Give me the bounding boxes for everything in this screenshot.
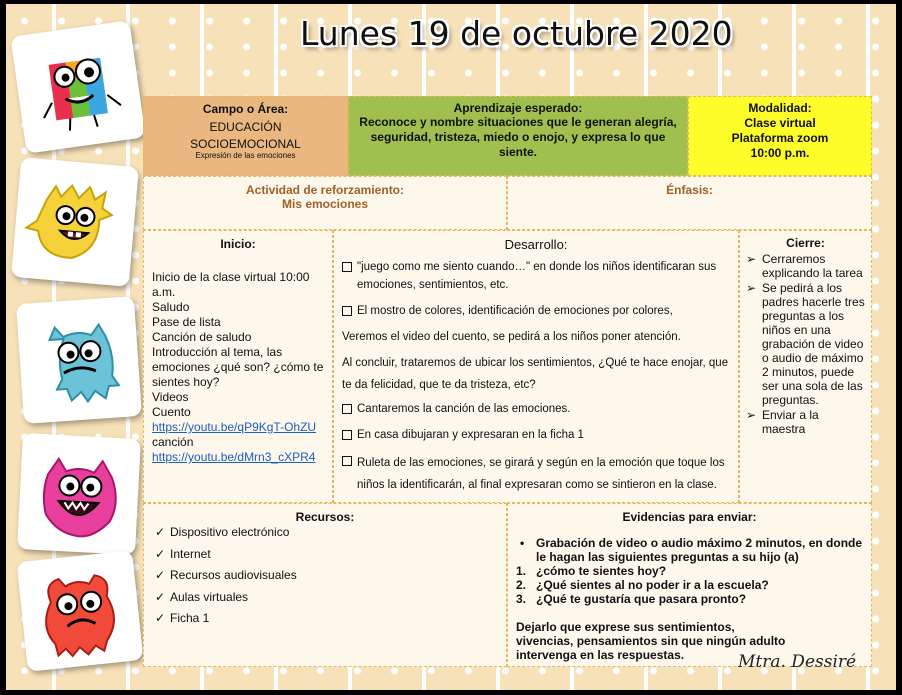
blue-monster-icon [26,307,133,414]
aprendizaje-cell [348,96,688,176]
evidencias-bullet: • Grabación de video o audio máximo 2 minutos, en donde le hagan las siguientes preguntas a su hijo (a) [520,536,863,564]
modalidad-line1: Clase virtual [744,116,816,130]
arrow-bullet-icon: ➢ [746,408,757,422]
inicio-line: Canción de saludo [152,330,252,344]
monster-card-1 [10,20,145,154]
checkmark-icon: ✓ [155,546,166,561]
page-title: Lunes 19 de octubre 2020 [300,14,733,53]
desarrollo-paragraph: Al concluir, trataremos de ubicar los sentimientos, ¿Qué te hace enojar, que te da felicidad, que te da tristeza, etc? [342,357,729,391]
enfasis-heading: Énfasis: [666,183,713,197]
inicio-line: Cuento [152,405,191,419]
campo-area-line2: SOCIOEMOCIONAL [190,137,301,151]
inicio-line: Inicio de la clase virtual 10:00 a.m. [152,270,310,299]
checkbox-icon [342,262,352,272]
cuento-link[interactable]: https://youtu.be/qP9KgT-OhZU [152,420,317,434]
evidencias-cell [507,503,872,667]
actividad-heading: Actividad de reforzamiento: [245,183,405,197]
enfasis-cell [507,176,872,230]
monster-card-4 [17,433,141,555]
actividad-cell [143,176,507,230]
inicio-line: Videos [152,390,189,404]
campo-cell [143,96,348,176]
recursos-item: ✓ Internet [155,546,211,561]
cancion-label: canción [152,435,194,449]
cierre-heading: Cierre: [786,236,825,250]
checkmark-icon: ✓ [155,611,166,625]
desarrollo-cell [333,230,739,503]
evidencias-question: 2. ¿Qué sientes al no poder ir a la escuela? [516,578,769,592]
aprendizaje-heading: Aprendizaje esperado: [453,101,583,115]
arrow-bullet-icon: ➢ [746,281,757,295]
evidencias-question: 1. ¿cómo te sientes hoy? [516,564,667,578]
campo-heading: Campo o Área: [202,102,289,116]
arrow-bullet-icon: ➢ [746,252,757,266]
desarrollo-item: Ruleta de las emociones, se girará y según en la emoción que toque los niños la identificarán, al final expresaran como se sintieron en la clase. [342,452,730,496]
recursos-item: ✓ Dispositivo electrónico [155,525,290,539]
desarrollo-paragraph: Veremos el video del cuento, se pedirá a los niños poner atención. [342,331,681,343]
checkbox-icon [342,430,352,440]
actividad-value: Mis emociones [281,197,369,211]
cierre-cell [739,230,872,503]
checkbox-icon [342,456,352,466]
inicio-line: Introducción al tema, las emociones ¿qué son? ¿cómo te sientes hoy? [152,345,324,389]
monster-card-3 [16,296,142,424]
recursos-cell [143,503,507,667]
rainbow-monster-icon [24,33,132,141]
yellow-monster-icon [21,168,129,276]
monster-card-2 [11,157,139,287]
recursos-item: ✓ Ficha 1 [155,611,210,625]
desarrollo-item: En casa dibujaran y expresaran en la ficha 1 [342,426,730,444]
modalidad-cell [688,96,872,176]
cierre-item: ➢ Se pedirá a los padres hacerle tres preguntas a los niños en una grabación de video o audio de máximo 2 minutos, puede ser una sola de las preguntas. [746,281,865,407]
signature: Mtra. Dessiré [738,652,857,672]
evidencias-closing: Dejarlo que exprese sus sentimientos, vivencias, pensamientos sin que ningún adulto intervenga en las respuestas. [516,620,786,662]
recursos-item: ✓ Aulas virtuales [155,589,249,604]
checkmark-icon: ✓ [155,525,166,539]
red-monster-icon [27,560,132,662]
evidencias-question: 3. ¿Qué te gustaría que pasara pronto? [516,592,747,606]
inicio-cell [143,230,333,503]
desarrollo-item: El mostro de colores, identificación de emociones por colores, [342,302,730,320]
recursos-item: ✓ Recursos audiovisuales [155,568,297,582]
modalidad-heading: Modalidad: [748,101,812,115]
aprendizaje-text: Reconoce y nombre situaciones que le generan alegría, seguridad, tristeza, miedo o enojo, y expresa lo que siente. [359,115,677,159]
cierre-item: ➢ Enviar a la maestra [746,408,819,436]
bullet-icon: • [520,536,525,550]
checkbox-icon [342,404,352,414]
cierre-item: ➢ Cerraremos explicando la tarea [746,252,863,280]
desarrollo-item: "juego como me siento cuando…" en donde los niños identificaran sus emociones, sentimientos, etc. [342,258,730,294]
evidencias-heading: Evidencias para enviar: [622,510,757,524]
cancion-link[interactable]: https://youtu.be/dMrn3_cXPR4 [152,450,316,464]
inicio-line: Saludo [152,300,190,314]
desarrollo-item: Cantaremos la canción de las emociones. [342,400,730,418]
inicio-heading: Inicio: [220,237,256,251]
checkbox-icon [342,306,352,316]
modalidad-line3: 10:00 p.m. [750,146,810,160]
checkmark-icon: ✓ [155,568,166,582]
checkmark-icon: ✓ [155,589,166,604]
campo-subtitle: Expresión de las emociones [195,151,296,160]
campo-area-line1: EDUCACIÓN [209,120,282,134]
pink-monster-icon [27,443,132,544]
monster-card-5 [17,550,144,672]
desarrollo-heading: Desarrollo: [504,237,568,252]
recursos-heading: Recursos: [295,510,355,524]
inicio-line: Pase de lista [152,315,221,329]
modalidad-line2: Plataforma zoom [731,131,829,145]
